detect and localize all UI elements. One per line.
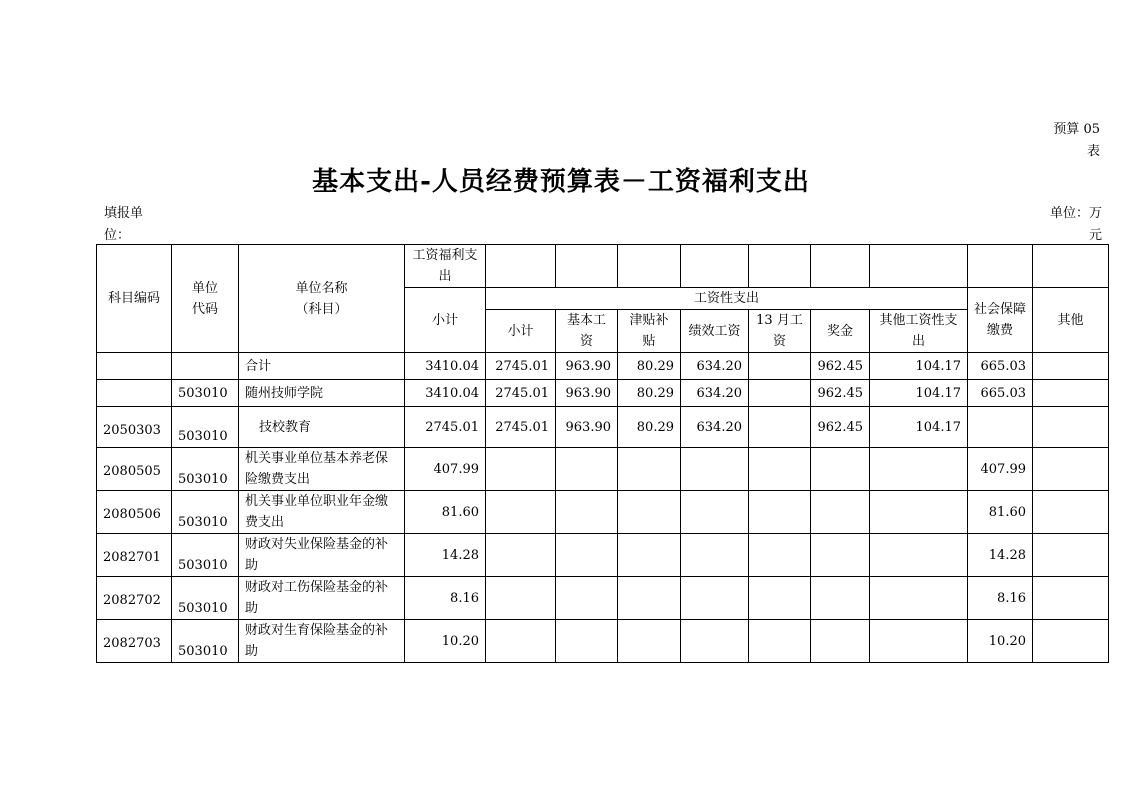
cell-month13 xyxy=(749,380,811,407)
budget-table xyxy=(96,244,1109,663)
cell-social: 665.03 xyxy=(968,380,1033,407)
cell-basic xyxy=(556,491,618,534)
cell-social: 14.28 xyxy=(968,534,1033,577)
cell-basic: 963.90 xyxy=(556,407,618,448)
cell-bonus xyxy=(811,491,870,534)
header-empty-cell xyxy=(618,245,681,288)
cell-unit-code: 503010 xyxy=(172,620,239,663)
cell-performance xyxy=(681,491,749,534)
cell-bonus xyxy=(811,534,870,577)
col-wage-expense: 工资性支出 xyxy=(486,288,968,310)
cell-month13 xyxy=(749,353,811,380)
cell-name: 财政对生育保险基金的补助 xyxy=(239,620,405,663)
cell-basic: 963.90 xyxy=(556,353,618,380)
cell-subtotal: 81.60 xyxy=(405,491,486,534)
cell-subtotal: 3410.04 xyxy=(405,380,486,407)
cell-other-wage xyxy=(870,448,968,491)
cell-allowance xyxy=(618,491,681,534)
table-row xyxy=(97,620,1109,663)
table-row xyxy=(97,534,1109,577)
col-unit-name: 单位名称 （科目） xyxy=(239,245,405,353)
header-empty-cell xyxy=(968,245,1033,288)
cell-wage-subtotal: 2745.01 xyxy=(486,407,556,448)
col-other: 其他 xyxy=(1033,288,1109,353)
cell-unit-code xyxy=(172,353,239,380)
cell-allowance: 80.29 xyxy=(618,380,681,407)
cell-wage-subtotal xyxy=(486,448,556,491)
col-performance-wage: 绩效工资 xyxy=(681,310,749,353)
cell-subtotal: 14.28 xyxy=(405,534,486,577)
cell-wage-subtotal xyxy=(486,620,556,663)
col-subject-code: 科目编码 xyxy=(97,245,172,353)
cell-bonus xyxy=(811,577,870,620)
col-subtotal: 小计 xyxy=(405,288,486,353)
table-row xyxy=(97,448,1109,491)
cell-performance: 634.20 xyxy=(681,407,749,448)
col-wage-subtotal: 小计 xyxy=(486,310,556,353)
cell-basic xyxy=(556,577,618,620)
cell-social xyxy=(968,407,1033,448)
cell-unit-code: 503010 xyxy=(172,380,239,407)
cell-other-wage xyxy=(870,577,968,620)
cell-other xyxy=(1033,407,1109,448)
cell-other xyxy=(1033,491,1109,534)
cell-name: 财政对工伤保险基金的补助 xyxy=(239,577,405,620)
col-basic-wage: 基本工资 xyxy=(556,310,618,353)
header-empty-cell xyxy=(1033,245,1109,288)
cell-basic xyxy=(556,448,618,491)
table-row xyxy=(97,353,1109,380)
cell-unit-code: 503010 xyxy=(172,448,239,491)
cell-subject-code: 2082702 xyxy=(97,577,172,620)
col-month13-wage: 13 月工资 xyxy=(749,310,811,353)
form-number: 预算 05 xyxy=(1053,122,1100,137)
cell-performance xyxy=(681,448,749,491)
cell-bonus xyxy=(811,620,870,663)
cell-wage-subtotal xyxy=(486,534,556,577)
cell-allowance xyxy=(618,448,681,491)
cell-performance xyxy=(681,577,749,620)
cell-other-wage: 104.17 xyxy=(870,407,968,448)
cell-other-wage: 104.17 xyxy=(870,353,968,380)
table-row xyxy=(97,407,1109,448)
cell-subject-code xyxy=(97,380,172,407)
cell-other xyxy=(1033,353,1109,380)
cell-allowance: 80.29 xyxy=(618,353,681,380)
cell-basic: 963.90 xyxy=(556,380,618,407)
cell-wage-subtotal xyxy=(486,491,556,534)
cell-month13 xyxy=(749,448,811,491)
cell-subtotal: 8.16 xyxy=(405,577,486,620)
cell-unit-code: 503010 xyxy=(172,491,239,534)
cell-name: 技校教育 xyxy=(239,407,405,448)
cell-allowance xyxy=(618,620,681,663)
fill-unit-label: 填报单 xyxy=(104,206,144,221)
col-wage-welfare: 工资福利支出 xyxy=(405,245,486,288)
cell-performance xyxy=(681,534,749,577)
cell-basic xyxy=(556,534,618,577)
cell-unit-code: 503010 xyxy=(172,407,239,448)
col-bonus: 奖金 xyxy=(811,310,870,353)
header-empty-cell xyxy=(811,245,870,288)
form-number-cont: 表 xyxy=(1086,144,1100,159)
cell-month13 xyxy=(749,491,811,534)
cell-month13 xyxy=(749,577,811,620)
cell-social: 8.16 xyxy=(968,577,1033,620)
table-row xyxy=(97,577,1109,620)
cell-allowance xyxy=(618,577,681,620)
money-unit-label-cont: 元 xyxy=(1088,228,1102,243)
header-empty-cell xyxy=(749,245,811,288)
cell-bonus xyxy=(811,448,870,491)
col-allowance: 津贴补贴 xyxy=(618,310,681,353)
table-row xyxy=(97,380,1109,407)
cell-other-wage xyxy=(870,534,968,577)
cell-bonus: 962.45 xyxy=(811,353,870,380)
col-unit-code: 单位 代码 xyxy=(172,245,239,353)
cell-wage-subtotal: 2745.01 xyxy=(486,380,556,407)
table-row xyxy=(97,491,1109,534)
cell-social: 665.03 xyxy=(968,353,1033,380)
cell-other xyxy=(1033,577,1109,620)
cell-subject-code: 2050303 xyxy=(97,407,172,448)
cell-subject-code xyxy=(97,353,172,380)
cell-unit-code: 503010 xyxy=(172,534,239,577)
cell-social: 81.60 xyxy=(968,491,1033,534)
cell-name: 机关事业单位基本养老保险缴费支出 xyxy=(239,448,405,491)
cell-bonus: 962.45 xyxy=(811,380,870,407)
money-unit-label: 单位：万 xyxy=(1049,206,1102,221)
cell-subject-code: 2082701 xyxy=(97,534,172,577)
cell-performance xyxy=(681,620,749,663)
cell-subject-code: 2082703 xyxy=(97,620,172,663)
cell-other xyxy=(1033,448,1109,491)
col-social-security: 社会保障缴费 xyxy=(968,288,1033,353)
cell-subtotal: 407.99 xyxy=(405,448,486,491)
col-other-wage: 其他工资性支出 xyxy=(870,310,968,353)
cell-social: 407.99 xyxy=(968,448,1033,491)
cell-basic xyxy=(556,620,618,663)
cell-name: 合计 xyxy=(239,353,405,380)
cell-month13 xyxy=(749,620,811,663)
cell-month13 xyxy=(749,407,811,448)
cell-allowance: 80.29 xyxy=(618,407,681,448)
cell-subtotal: 10.20 xyxy=(405,620,486,663)
cell-name: 财政对失业保险基金的补助 xyxy=(239,534,405,577)
cell-subject-code: 2080505 xyxy=(97,448,172,491)
cell-performance: 634.20 xyxy=(681,380,749,407)
cell-month13 xyxy=(749,534,811,577)
cell-other xyxy=(1033,620,1109,663)
cell-wage-subtotal xyxy=(486,577,556,620)
cell-other xyxy=(1033,534,1109,577)
cell-name: 机关事业单位职业年金缴费支出 xyxy=(239,491,405,534)
fill-unit-label-cont: 位： xyxy=(104,228,131,243)
cell-social: 10.20 xyxy=(968,620,1033,663)
cell-other xyxy=(1033,380,1109,407)
cell-subject-code: 2080506 xyxy=(97,491,172,534)
cell-other-wage xyxy=(870,491,968,534)
cell-bonus: 962.45 xyxy=(811,407,870,448)
cell-subtotal: 2745.01 xyxy=(405,407,486,448)
cell-unit-code: 503010 xyxy=(172,577,239,620)
header-empty-cell xyxy=(556,245,618,288)
cell-name: 随州技师学院 xyxy=(239,380,405,407)
header-empty-cell xyxy=(681,245,749,288)
cell-wage-subtotal: 2745.01 xyxy=(486,353,556,380)
page-title: 基本支出-人员经费预算表－工资福利支出 xyxy=(312,167,810,197)
cell-allowance xyxy=(618,534,681,577)
cell-other-wage: 104.17 xyxy=(870,380,968,407)
cell-performance: 634.20 xyxy=(681,353,749,380)
header-row-1 xyxy=(97,245,1109,288)
header-empty-cell xyxy=(486,245,556,288)
cell-subtotal: 3410.04 xyxy=(405,353,486,380)
header-empty-cell xyxy=(870,245,968,288)
cell-other-wage xyxy=(870,620,968,663)
